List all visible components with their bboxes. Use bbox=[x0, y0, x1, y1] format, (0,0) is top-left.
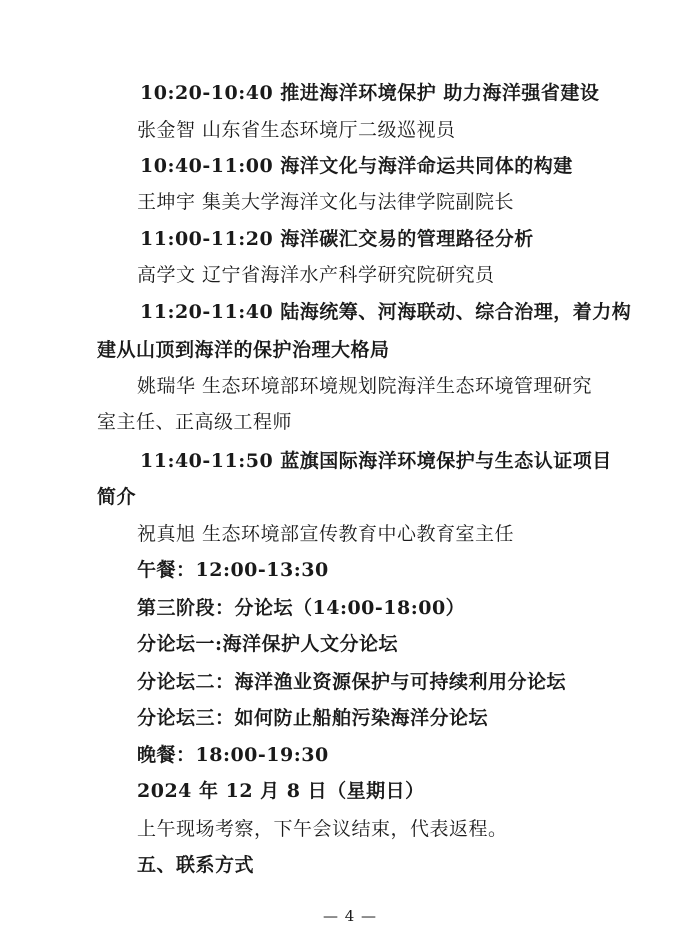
speaker-line: 王坤宇 集美大学海洋文化与法律学院副院长 bbox=[137, 191, 515, 213]
dinner-line: 晚餐：18:00-19:30 bbox=[137, 744, 329, 766]
speaker-line: 祝真旭 生态环境部宣传教育中心教育室主任 bbox=[137, 523, 515, 545]
page-number: — 4 — bbox=[322, 907, 378, 925]
day-plan-line: 上午现场考察，下午会议结束，代表返程。 bbox=[137, 818, 508, 840]
sub-forum-two: 分论坛二：海洋渔业资源保护与可持续利用分论坛 bbox=[137, 671, 567, 693]
lunch-line: 午餐：12:00-13:30 bbox=[137, 559, 329, 581]
speaker-line: 张金智 山东省生态环境厅二级巡视员 bbox=[137, 119, 456, 141]
schedule-item-time-title: 11:40-11:50 蓝旗国际海洋环境保护与生态认证项目 bbox=[140, 450, 612, 472]
schedule-item-title-continued: 简介 bbox=[97, 486, 137, 508]
speaker-line: 高学文 辽宁省海洋水产科学研究院研究员 bbox=[137, 264, 495, 286]
section-heading-contact: 五、联系方式 bbox=[137, 854, 255, 876]
schedule-item-time-title: 11:20-11:40 陆海统筹、河海联动、综合治理，着力构 bbox=[140, 301, 632, 323]
schedule-item-time-title: 10:40-11:00 海洋文化与海洋命运共同体的构建 bbox=[140, 155, 573, 177]
schedule-item-time-title: 10:20-10:40 推进海洋环境保护 助力海洋强省建设 bbox=[140, 82, 600, 104]
date-line: 2024 年 12 月 8 日（星期日） bbox=[137, 780, 425, 802]
sub-forum-three: 分论坛三：如何防止船舶污染海洋分论坛 bbox=[137, 707, 489, 729]
sub-forum-one: 分论坛一:海洋保护人文分论坛 bbox=[137, 633, 399, 655]
schedule-item-title-continued: 建从山顶到海洋的保护治理大格局 bbox=[97, 339, 390, 361]
schedule-item-time-title: 11:00-11:20 海洋碳汇交易的管理路径分析 bbox=[140, 228, 534, 250]
speaker-line-continued: 室主任、正高级工程师 bbox=[97, 411, 293, 433]
stage-three-line: 第三阶段：分论坛（14:00-18:00） bbox=[137, 597, 466, 619]
speaker-line: 姚瑞华 生态环境部环境规划院海洋生态环境管理研究 bbox=[137, 375, 593, 397]
